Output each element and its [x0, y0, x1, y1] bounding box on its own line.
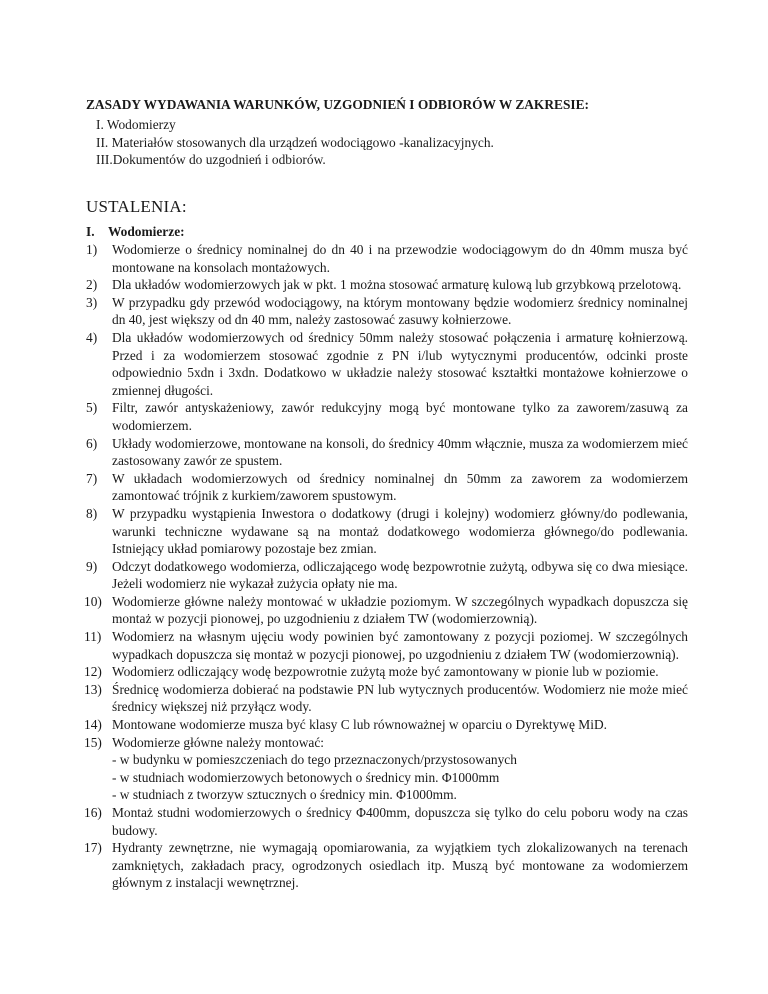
- list-item-text: Wodomierz odliczający wodę bezpowrotnie zużytą może być zamontowany w pionie lub w poziomie.: [112, 664, 659, 680]
- list-item-text: W układach wodomierzowych od średnicy nominalnej dn 50mm za zaworem za wodomierzem zamontować trójnik z kurkiem/zaworem spustowym.: [112, 470, 688, 504]
- list-item-text: Dla układów wodomierzowych od średnicy 50mm należy stosować połączenia i armaturę kołnierzową. Przed i za wodomierzem stosować zgodnie z PN i/lub wytycznymi producentów, odcinki proste odpowiednio 5xdn i 3xdn. Dodatkowo w układzie należy stosować kształtki montażowe kołnierzowe o zmiennej długości.: [112, 329, 688, 398]
- list-item-number: 12): [84, 664, 102, 680]
- list-item: [86, 663, 688, 681]
- list-item-text: Odczyt dodatkowego wodomierza, odliczającego wodę bezpowrotnie zużytą, odbywa się co dwa miesiące. Jeżeli wodomierz nie wykazał zużycia opłaty nie ma.: [112, 558, 688, 592]
- list-item-text: Wodomierze główne należy montować:: [112, 734, 324, 750]
- list-item-text: Wodomierz na własnym ujęciu wody powinien być zamontowany z pozycji poziomej. W szczególnych wypadkach dopuszcza się montaż w pozycji pionowej, po uzgodnieniu z działem TW (wodomierzownią).: [112, 629, 688, 662]
- list-item-text: Montaż studni wodomierzowych o średnicy Φ400mm, dopuszcza się tylko do celu poboru wody na czas budowy.: [112, 805, 688, 838]
- list-item-number: 8): [86, 505, 98, 521]
- list-item: [86, 734, 688, 804]
- list-item-number: 6): [86, 435, 98, 451]
- list-item-text: W przypadku gdy przewód wodociągowy, na którym montowany będzie wodomierz średnicy nominalnej dn 40, jest większy od dn 40 mm, należy zastosować zasuwy kołnierzowe.: [112, 294, 688, 328]
- scope-list: [96, 116, 716, 169]
- list-item-number: 17): [84, 840, 102, 856]
- list-subitem: - w studniach wodomierzowych betonowych o średnicy min. Φ1000mm: [112, 769, 500, 785]
- section-heading: USTALENIA:: [86, 197, 187, 216]
- subsection-title: [86, 223, 185, 241]
- list-item: [86, 716, 688, 734]
- subsection-number: I.: [86, 224, 95, 239]
- list-item-number: 13): [84, 681, 102, 697]
- list-subitem: - w budynku w pomieszczeniach do tego przeznaczonych/przystosowanych: [112, 752, 517, 768]
- scope-item: [96, 116, 716, 134]
- list-item: [86, 558, 688, 593]
- list-item-number: 7): [86, 470, 98, 486]
- list-item: [86, 399, 688, 434]
- list-item-text: Średnicę wodomierza dobierać na podstawie PN lub wytycznych producentów. Wodomierz nie może mieć średnicy większej niż przyłącz wody.: [112, 681, 688, 715]
- scope-item-text: Wodomierzy: [106, 117, 176, 132]
- list-item: [86, 681, 688, 716]
- list-item-number: 15): [84, 734, 102, 750]
- list-item-number: 5): [86, 400, 98, 416]
- list-item-text: Układy wodomierzowe, montowane na konsoli, do średnicy 40mm włącznie, musza za wodomierzem mieć zastosowany zawór ze spustem.: [112, 435, 688, 469]
- list-item: [86, 804, 688, 839]
- list-item-text: Montowane wodomierze musza być klasy C lub równoważnej w oparciu o Dyrektywę MiD.: [112, 717, 607, 733]
- list-subitem: - w studniach z tworzyw sztucznych o średnicy min. Φ1000mm.: [112, 787, 457, 803]
- list-item-text: Wodomierze o średnicy nominalnej do dn 40 i na przewodzie wodociągowym do dn 40mm musza być montowane na konsolach montażowych.: [112, 242, 688, 275]
- subsection-label: Wodomierze:: [108, 224, 185, 239]
- list-item-number: 2): [86, 277, 98, 293]
- list-item: [86, 329, 688, 399]
- list-item-number: 9): [86, 558, 98, 574]
- list-item-number: 16): [84, 805, 102, 820]
- scope-item-text: Dokumentów do uzgodnień i odbiorów.: [112, 152, 326, 168]
- scope-item-number: III.: [96, 152, 113, 168]
- list-item-number: 3): [86, 294, 98, 310]
- scope-item-number: II.: [96, 134, 109, 150]
- rules-list: [86, 241, 688, 892]
- list-item: [86, 435, 688, 470]
- list-item: [86, 628, 688, 663]
- list-item-text: Wodomierze główne należy montować w układzie poziomym. W szczególnych wypadkach dopuszcza się montaż w pozycji pionowej, po uzgodnieniu z działem TW (wodomierzownią).: [112, 593, 688, 627]
- list-item-text: Filtr, zawór antyskażeniowy, zawór redukcyjny mogą być montowane tylko za zaworem/zasuwą za wodomierzem.: [112, 400, 688, 433]
- list-item-number: 1): [86, 242, 98, 257]
- list-item: [86, 241, 688, 276]
- list-item: [86, 593, 688, 628]
- list-item: [86, 505, 688, 558]
- list-item-number: 11): [84, 629, 102, 645]
- scope-item: [96, 134, 716, 152]
- scope-item-text: Materiałów stosowanych dla urządzeń wodociągowo -kanalizacyjnych.: [111, 134, 494, 150]
- scope-item: [96, 151, 716, 169]
- list-item-number: 4): [86, 329, 98, 345]
- list-item-text: Dla układów wodomierzowych jak w pkt. 1 można stosować armaturę kulową lub grzybkową przelotową.: [112, 277, 682, 293]
- list-item: [86, 294, 688, 329]
- scope-item-number: I.: [96, 117, 104, 132]
- list-item-number: 10): [84, 593, 102, 609]
- document-title: ZASADY WYDAWANIA WARUNKÓW, UZGODNIEŃ I ODBIORÓW W ZAKRESIE:: [86, 97, 589, 112]
- list-item: [86, 276, 688, 294]
- list-item: [86, 470, 688, 505]
- list-item-number: 14): [84, 717, 102, 733]
- list-item: [86, 839, 688, 892]
- list-item-text: W przypadku wystąpienia Inwestora o dodatkowy (drugi i kolejny) wodomierz główny/do podlewania, warunki techniczne wydawane są na montaż dodatkowego wodomierza głównego/do podlewania. Istniejący układ pomiarowy pozostaje bez zmian.: [112, 505, 688, 557]
- list-item-text: Hydranty zewnętrzne, nie wymagają opomiarowania, za wyjątkiem tych zlokalizowanych na terenach zamkniętych, zakładach pracy, ogrodzonych osiedlach itp. Muszą być montowane za wodomierzem głównym z instalacji wewnętrznej.: [112, 840, 688, 891]
